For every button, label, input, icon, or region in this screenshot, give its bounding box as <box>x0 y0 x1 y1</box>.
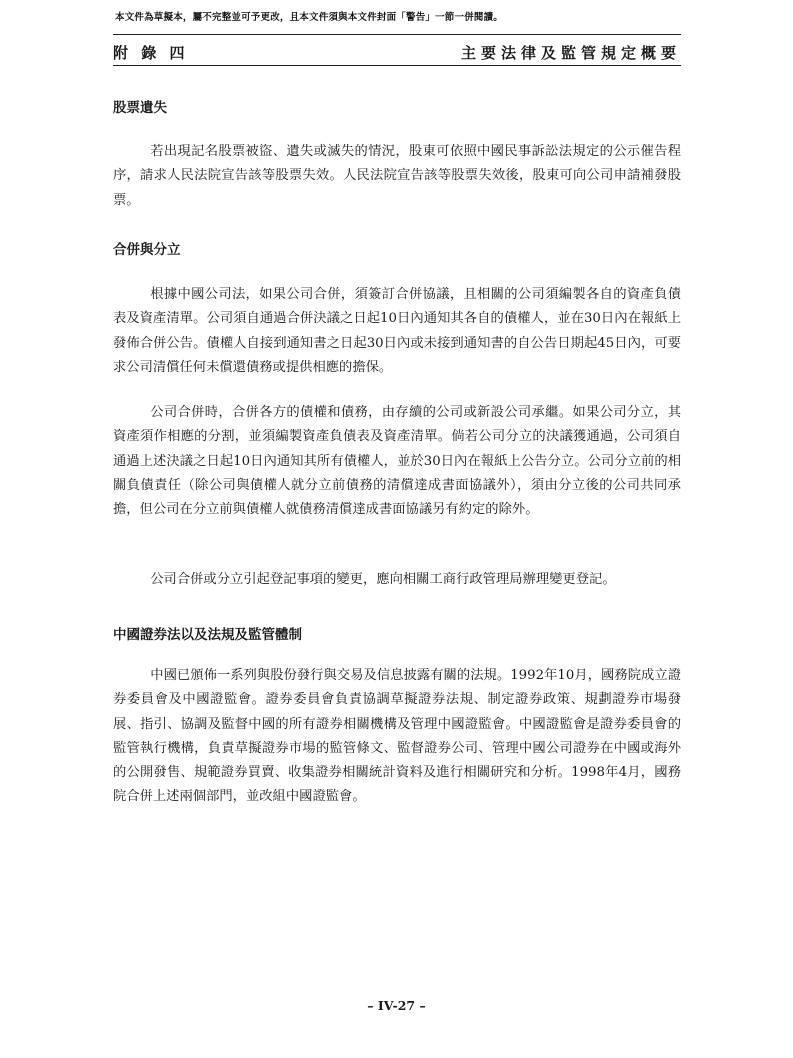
banner-divider <box>113 34 681 35</box>
paragraph-merger-1: 根據中國公司法，如果公司合併，須簽訂合併協議，且相關的公司須編製各自的資產負債表及資產清單。公司須自通過合併決議之日起10日內通知其各自的債權人，並在30日內在報紙上發佈合併公告。債權人自接到通知書之日起30日內或未接到通知書的自公告日期起45日內，可要求公司清償任何未償還債務或提供相應的擔保。 <box>113 287 681 375</box>
page-number: – IV-27 – <box>367 998 426 1013</box>
section-heading-merger-division: 合併與分立 <box>113 242 181 258</box>
page-header <box>113 41 681 66</box>
paragraph-lost-shares: 若出現記名股票被盜、遺失或滅失的情況，股東可依照中國民事訴訟法規定的公示催告程序，請求人民法院宣告該等股票失效。人民法院宣告該等股票失效後，股東可向公司申請補發股票。 <box>113 144 681 208</box>
appendix-label: 附 錄 四 <box>113 44 189 62</box>
paragraph-securities-law: 中國已頒佈一系列與股份發行與交易及信息披露有關的法規。1992年10月，國務院成立證券委員會及中國證監會。證券委員會負責協調草擬證券法規、制定證券政策、規劃證券市場發展、指引、協調及監督中國的所有證券相關機構及管理中國證監會。中國證監會是證券委員會的監管執行機構，負責草擬證券市場的監管條文、監督證券公司、管理中國公司證券在中國或海外的公開發售、規範證券買賣、收集證券相關統計資料及進行相關研究和分析。1998年4月，國務院合併上述兩個部門，並改組中國證監會。 <box>113 668 681 805</box>
draft-notice: 本文件為草擬本，屬不完整並可予更改，且本文件須與本文件封面「警告」一節一併閱讀。 <box>115 12 504 23</box>
paragraph-merger-3: 公司合併或分立引起登記事項的變更，應向相關工商行政管理局辦理變更登記。 <box>150 572 616 587</box>
appendix-title: 主要法律及監管規定概要 <box>460 44 681 62</box>
section-heading-lost-shares: 股票遺失 <box>113 100 167 116</box>
section-heading-securities-law: 中國證券法以及法規及監管體制 <box>113 627 302 643</box>
paragraph-merger-2: 公司合併時，合併各方的債權和債務，由存續的公司或新設公司承繼。如果公司分立，其資產須作相應的分割，並須編製資產負債表及資產清單。倘若公司分立的決議獲通過，公司須自通過上述決議之日起10日內通知其所有債權人，並於30日內在報紙上公告分立。公司分立前的相關負債責任（除公司與債權人就分立前債務的清償達成書面協議外），須由分立後的公司共同承擔，但公司在分立前與債權人就債務清償達成書面協議另有約定的除外。 <box>113 405 681 518</box>
